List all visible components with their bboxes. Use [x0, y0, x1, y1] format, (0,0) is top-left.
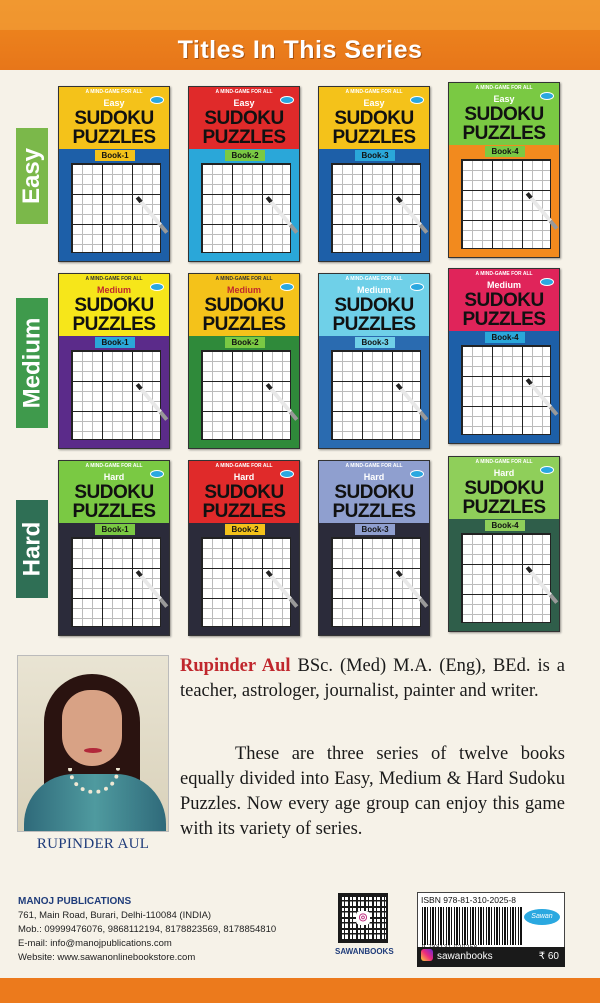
- book-tagline: A MIND-GAME FOR ALL: [85, 89, 143, 95]
- book-level: Hard: [103, 472, 125, 482]
- book-level: Easy: [363, 98, 385, 108]
- book-number: Book-3: [355, 524, 395, 535]
- book-cover[interactable]: [448, 268, 560, 444]
- book-title-line1: SUDOKU: [74, 295, 154, 316]
- book-number: Book-2: [225, 150, 265, 161]
- book-cover[interactable]: [58, 273, 170, 449]
- book-tagline: A MIND-GAME FOR ALL: [215, 463, 273, 469]
- book-level: Medium: [486, 280, 521, 290]
- publisher-logo-icon: [150, 96, 164, 104]
- bottom-orange-band: [0, 978, 600, 1003]
- publisher-logo-icon: [410, 283, 424, 291]
- qr-caption: SAWANBOOKS: [335, 947, 394, 956]
- book-level: Easy: [493, 94, 515, 104]
- author-photo: [17, 655, 169, 832]
- social-bar: [417, 947, 565, 967]
- book-cover[interactable]: [318, 273, 430, 449]
- publisher-mobile: Mob.: 09999476076, 9868112194, 8178823569, 8178854810: [18, 924, 277, 935]
- author-lips: [84, 748, 102, 753]
- publisher-logo-icon: [150, 283, 164, 291]
- book-title-line1: SUDOKU: [204, 482, 284, 503]
- book-level: Easy: [103, 98, 125, 108]
- book-number: Book-2: [225, 524, 265, 535]
- book-cover[interactable]: [448, 82, 560, 258]
- book-level: Hard: [363, 472, 385, 482]
- barcode: [422, 907, 522, 945]
- book-title-line1: SUDOKU: [464, 478, 544, 499]
- publisher-website[interactable]: Website: www.sawanonlinebookstore.com: [18, 952, 196, 963]
- book-number: Book-4: [485, 146, 525, 157]
- book-title-line2: PUZZLES: [202, 501, 286, 522]
- book-cover[interactable]: [318, 460, 430, 636]
- publisher-address: 761, Main Road, Burari, Delhi-110084 (INDIA): [18, 910, 212, 921]
- book-tagline: A MIND-GAME FOR ALL: [215, 276, 273, 282]
- book-cover[interactable]: [188, 273, 300, 449]
- book-tagline: A MIND-GAME FOR ALL: [475, 271, 533, 277]
- isbn-label: ISBN 978-81-310-2025-8: [421, 895, 516, 905]
- book-tagline: A MIND-GAME FOR ALL: [345, 463, 403, 469]
- book-tagline: A MIND-GAME FOR ALL: [475, 85, 533, 91]
- book-cover[interactable]: [58, 86, 170, 262]
- book-tagline: A MIND-GAME FOR ALL: [345, 276, 403, 282]
- book-level: Hard: [233, 472, 255, 482]
- book-title-line1: SUDOKU: [334, 482, 414, 503]
- publisher-logo-icon: [280, 96, 294, 104]
- book-title-line1: SUDOKU: [464, 104, 544, 125]
- level-label-hard: Hard: [16, 500, 48, 598]
- book-tagline: A MIND-GAME FOR ALL: [85, 276, 143, 282]
- book-level: Easy: [233, 98, 255, 108]
- book-level: Hard: [493, 468, 515, 478]
- book-title-line2: PUZZLES: [72, 501, 156, 522]
- book-level: Medium: [96, 285, 131, 295]
- publisher-logo-icon: [280, 283, 294, 291]
- book-title-line2: PUZZLES: [72, 314, 156, 335]
- book-title-line2: PUZZLES: [72, 127, 156, 148]
- book-title-line2: PUZZLES: [332, 127, 416, 148]
- book-number: Book-4: [485, 332, 525, 343]
- publisher-logo-icon: [540, 92, 554, 100]
- author-credentials: BSc. (Med) M.A. (Eng), BEd. is a teacher, astrologer, journalist, painter and writer.: [180, 656, 565, 701]
- author-name: Rupinder Aul: [180, 656, 291, 676]
- book-cover[interactable]: [188, 86, 300, 262]
- book-title-line2: PUZZLES: [202, 314, 286, 335]
- book-title-line1: SUDOKU: [334, 108, 414, 129]
- instagram-icon: [421, 949, 433, 961]
- level-label-medium: Medium: [16, 298, 48, 428]
- book-cover[interactable]: [58, 460, 170, 636]
- book-title-line2: PUZZLES: [332, 314, 416, 335]
- book-level: Medium: [356, 285, 391, 295]
- publisher-logo-icon: [150, 470, 164, 478]
- book-title-line2: PUZZLES: [202, 127, 286, 148]
- price-label: ₹ 60: [538, 951, 559, 962]
- book-number: Book-1: [95, 524, 135, 535]
- book-tagline: A MIND-GAME FOR ALL: [85, 463, 143, 469]
- book-number: Book-3: [355, 337, 395, 348]
- book-tagline: A MIND-GAME FOR ALL: [345, 89, 403, 95]
- book-title-line1: SUDOKU: [334, 295, 414, 316]
- book-number: Book-2: [225, 337, 265, 348]
- qr-code[interactable]: [338, 893, 388, 943]
- instagram-handle[interactable]: sawanbooks: [437, 951, 493, 962]
- book-number: Book-1: [95, 150, 135, 161]
- book-title-line1: SUDOKU: [204, 295, 284, 316]
- book-title-line1: SUDOKU: [464, 290, 544, 311]
- author-face: [62, 690, 122, 766]
- book-cover[interactable]: [448, 456, 560, 632]
- level-label-easy: Easy: [16, 128, 48, 224]
- book-number: Book-3: [355, 150, 395, 161]
- author-caption: RUPINDER AUL: [36, 836, 150, 852]
- series-description: These are three series of twelve books equally divided into Easy, Medium & Hard Sudoku Puzzles. Now every age group can enjoy this game with its variety of series.: [180, 744, 565, 839]
- publisher-logo-icon: [540, 466, 554, 474]
- book-tagline: A MIND-GAME FOR ALL: [215, 89, 273, 95]
- book-title-line2: PUZZLES: [462, 497, 546, 518]
- author-bio: [180, 654, 565, 704]
- publisher-logo-icon: [280, 470, 294, 478]
- publisher-name: MANOJ PUBLICATIONS: [18, 896, 132, 907]
- book-level: Medium: [226, 285, 261, 295]
- book-title-line1: SUDOKU: [74, 108, 154, 129]
- book-title-line2: PUZZLES: [332, 501, 416, 522]
- publisher-logo-icon: [410, 96, 424, 104]
- book-cover[interactable]: [188, 460, 300, 636]
- book-number: Book-4: [485, 520, 525, 531]
- instagram-icon: ◎: [356, 911, 370, 925]
- book-number: Book-1: [95, 337, 135, 348]
- book-cover[interactable]: [318, 86, 430, 262]
- book-title-line1: SUDOKU: [74, 482, 154, 503]
- publisher-logo-icon: [410, 470, 424, 478]
- publisher-email[interactable]: E-mail: info@manojpublications.com: [18, 938, 172, 949]
- book-title-line1: SUDOKU: [204, 108, 284, 129]
- publisher-logo-icon: [540, 278, 554, 286]
- book-title-line2: PUZZLES: [462, 309, 546, 330]
- book-tagline: A MIND-GAME FOR ALL: [475, 459, 533, 465]
- series-title: Titles In This Series: [177, 36, 423, 64]
- publisher-logo: Sawan: [524, 909, 560, 925]
- top-stripe: [0, 0, 600, 30]
- publisher-info: [18, 895, 338, 965]
- book-title-line2: PUZZLES: [462, 123, 546, 144]
